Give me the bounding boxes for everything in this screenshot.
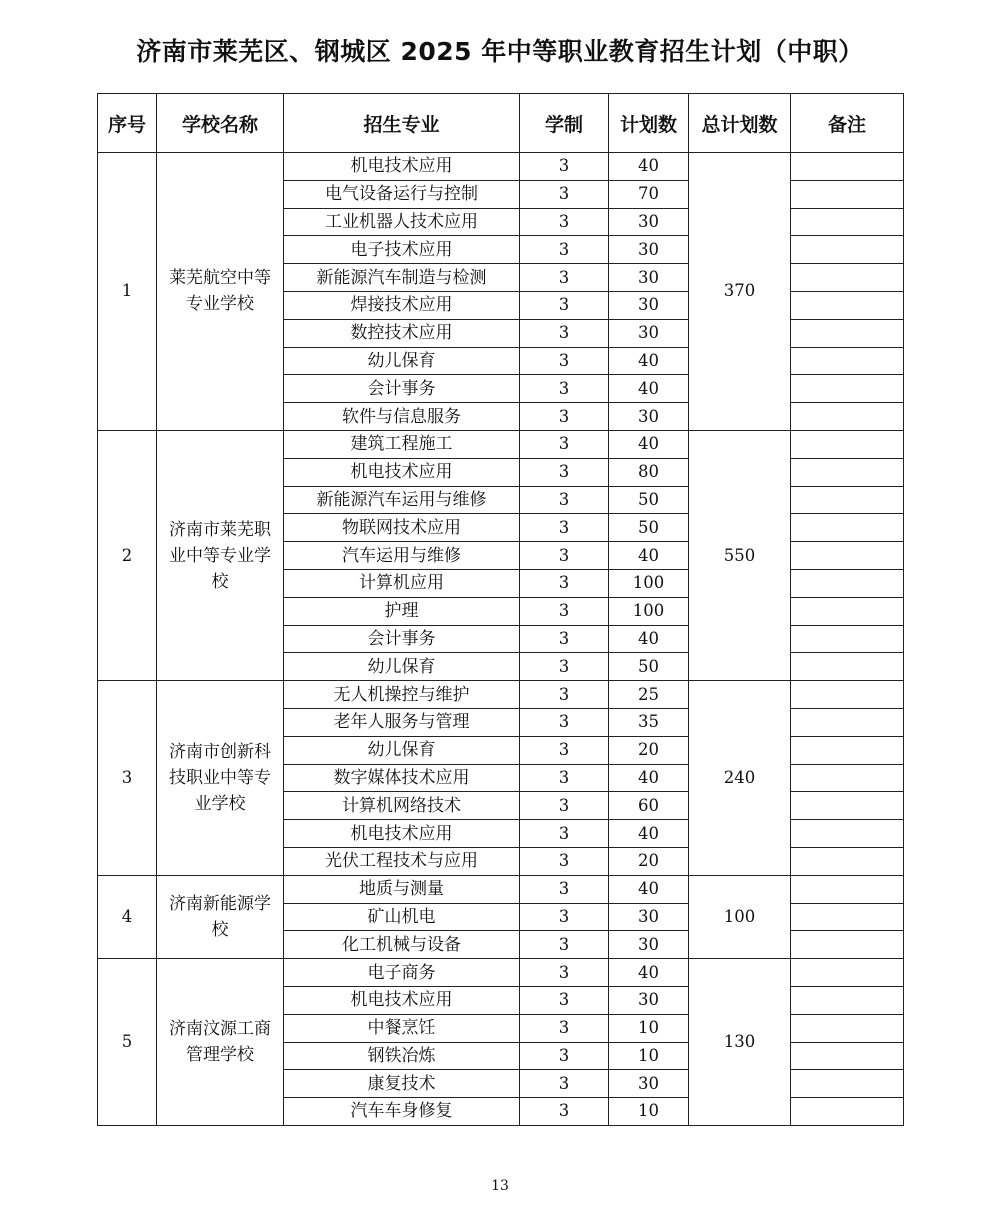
notes-cell — [791, 847, 904, 875]
notes-cell — [791, 875, 904, 903]
notes-cell — [791, 764, 904, 792]
plan-count-cell: 40 — [609, 875, 689, 903]
years-cell: 3 — [520, 347, 609, 375]
plan-count-cell: 40 — [609, 542, 689, 570]
major-cell: 软件与信息服务 — [284, 403, 520, 431]
plan-count-cell: 30 — [609, 403, 689, 431]
years-cell: 3 — [520, 180, 609, 208]
years-cell: 3 — [520, 708, 609, 736]
notes-cell — [791, 291, 904, 319]
notes-cell — [791, 708, 904, 736]
plan-count-cell: 50 — [609, 514, 689, 542]
major-cell: 计算机应用 — [284, 569, 520, 597]
years-cell: 3 — [520, 1070, 609, 1098]
header-total: 总计划数 — [689, 94, 791, 153]
plan-count-cell: 70 — [609, 180, 689, 208]
major-cell: 幼儿保育 — [284, 736, 520, 764]
notes-cell — [791, 514, 904, 542]
plan-count-cell: 40 — [609, 625, 689, 653]
years-cell: 3 — [520, 597, 609, 625]
years-cell: 3 — [520, 959, 609, 987]
major-cell: 护理 — [284, 597, 520, 625]
notes-cell — [791, 959, 904, 987]
major-cell: 化工机械与设备 — [284, 931, 520, 959]
header-school: 学校名称 — [157, 94, 284, 153]
notes-cell — [791, 569, 904, 597]
major-cell: 汽车车身修复 — [284, 1098, 520, 1126]
notes-cell — [791, 1098, 904, 1126]
plan-count-cell: 40 — [609, 959, 689, 987]
plan-count-cell: 30 — [609, 903, 689, 931]
plan-count-cell: 30 — [609, 236, 689, 264]
years-cell: 3 — [520, 820, 609, 848]
page-title: 济南市莱芜区、钢城区 2025 年中等职业教育招生计划（中职） — [136, 37, 864, 66]
major-cell: 数控技术应用 — [284, 319, 520, 347]
years-cell: 3 — [520, 569, 609, 597]
plan-count-cell: 35 — [609, 708, 689, 736]
notes-cell — [791, 681, 904, 709]
major-cell: 康复技术 — [284, 1070, 520, 1098]
table-row — [98, 681, 904, 709]
school-name-cell: 济南汶源工商管理学校 — [157, 959, 284, 1126]
years-cell: 3 — [520, 264, 609, 292]
notes-cell — [791, 820, 904, 848]
years-cell: 3 — [520, 514, 609, 542]
major-cell: 机电技术应用 — [284, 153, 520, 181]
notes-cell — [791, 792, 904, 820]
notes-cell — [791, 1070, 904, 1098]
header-plan: 计划数 — [609, 94, 689, 153]
major-cell: 会计事务 — [284, 375, 520, 403]
serial-number-cell: 1 — [98, 153, 157, 431]
major-cell: 地质与测量 — [284, 875, 520, 903]
notes-cell — [791, 264, 904, 292]
major-cell: 无人机操控与维护 — [284, 681, 520, 709]
notes-cell — [791, 208, 904, 236]
header-years: 学制 — [520, 94, 609, 153]
major-cell: 机电技术应用 — [284, 458, 520, 486]
notes-cell — [791, 597, 904, 625]
school-name-cell: 济南市创新科技职业中等专业学校 — [157, 681, 284, 876]
notes-cell — [791, 458, 904, 486]
notes-cell — [791, 986, 904, 1014]
plan-count-cell: 10 — [609, 1014, 689, 1042]
school-name-cell: 莱芜航空中等专业学校 — [157, 153, 284, 431]
major-cell: 电子技术应用 — [284, 236, 520, 264]
major-cell: 数字媒体技术应用 — [284, 764, 520, 792]
plan-count-cell: 40 — [609, 375, 689, 403]
header-notes: 备注 — [791, 94, 904, 153]
plan-count-cell: 10 — [609, 1042, 689, 1070]
years-cell: 3 — [520, 847, 609, 875]
major-cell: 会计事务 — [284, 625, 520, 653]
notes-cell — [791, 153, 904, 181]
major-cell: 机电技术应用 — [284, 820, 520, 848]
notes-cell — [791, 1042, 904, 1070]
notes-cell — [791, 319, 904, 347]
table-row — [98, 430, 904, 458]
plan-count-cell: 25 — [609, 681, 689, 709]
years-cell: 3 — [520, 1042, 609, 1070]
total-plan-cell: 240 — [689, 681, 791, 876]
major-cell: 矿山机电 — [284, 903, 520, 931]
major-cell: 计算机网络技术 — [284, 792, 520, 820]
serial-number-cell: 5 — [98, 959, 157, 1126]
years-cell: 3 — [520, 208, 609, 236]
plan-count-cell: 40 — [609, 430, 689, 458]
notes-cell — [791, 931, 904, 959]
plan-count-cell: 30 — [609, 931, 689, 959]
enrollment-plan-table — [97, 93, 904, 1126]
major-cell: 钢铁冶炼 — [284, 1042, 520, 1070]
years-cell: 3 — [520, 736, 609, 764]
years-cell: 3 — [520, 792, 609, 820]
major-cell: 汽车运用与维修 — [284, 542, 520, 570]
plan-count-cell: 40 — [609, 764, 689, 792]
years-cell: 3 — [520, 986, 609, 1014]
years-cell: 3 — [520, 236, 609, 264]
notes-cell — [791, 180, 904, 208]
plan-count-cell: 40 — [609, 347, 689, 375]
table-row — [98, 153, 904, 181]
major-cell: 机电技术应用 — [284, 986, 520, 1014]
major-cell: 老年人服务与管理 — [284, 708, 520, 736]
major-cell: 电气设备运行与控制 — [284, 180, 520, 208]
total-plan-cell: 130 — [689, 959, 791, 1126]
major-cell: 建筑工程施工 — [284, 430, 520, 458]
plan-count-cell: 100 — [609, 597, 689, 625]
years-cell: 3 — [520, 458, 609, 486]
years-cell: 3 — [520, 903, 609, 931]
years-cell: 3 — [520, 430, 609, 458]
major-cell: 幼儿保育 — [284, 347, 520, 375]
major-cell: 光伏工程技术与应用 — [284, 847, 520, 875]
plan-count-cell: 30 — [609, 208, 689, 236]
school-name-cell: 济南新能源学校 — [157, 875, 284, 958]
plan-count-cell: 80 — [609, 458, 689, 486]
plan-count-cell: 30 — [609, 319, 689, 347]
table-body — [98, 153, 904, 1126]
notes-cell — [791, 375, 904, 403]
plan-count-cell: 20 — [609, 847, 689, 875]
years-cell: 3 — [520, 153, 609, 181]
notes-cell — [791, 347, 904, 375]
major-cell: 电子商务 — [284, 959, 520, 987]
years-cell: 3 — [520, 486, 609, 514]
total-plan-cell: 100 — [689, 875, 791, 958]
notes-cell — [791, 903, 904, 931]
years-cell: 3 — [520, 653, 609, 681]
major-cell: 工业机器人技术应用 — [284, 208, 520, 236]
notes-cell — [791, 403, 904, 431]
notes-cell — [791, 430, 904, 458]
years-cell: 3 — [520, 1014, 609, 1042]
plan-count-cell: 40 — [609, 153, 689, 181]
plan-count-cell: 30 — [609, 264, 689, 292]
serial-number-cell: 3 — [98, 681, 157, 876]
plan-count-cell: 30 — [609, 986, 689, 1014]
major-cell: 物联网技术应用 — [284, 514, 520, 542]
plan-count-cell: 50 — [609, 486, 689, 514]
header-no: 序号 — [98, 94, 157, 153]
major-cell: 新能源汽车运用与维修 — [284, 486, 520, 514]
notes-cell — [791, 736, 904, 764]
notes-cell — [791, 542, 904, 570]
years-cell: 3 — [520, 542, 609, 570]
plan-count-cell: 40 — [609, 820, 689, 848]
years-cell: 3 — [520, 1098, 609, 1126]
school-name-cell: 济南市莱芜职业中等专业学校 — [157, 430, 284, 680]
notes-cell — [791, 486, 904, 514]
major-cell: 幼儿保育 — [284, 653, 520, 681]
notes-cell — [791, 1014, 904, 1042]
plan-count-cell: 20 — [609, 736, 689, 764]
serial-number-cell: 4 — [98, 875, 157, 958]
total-plan-cell: 550 — [689, 430, 791, 680]
plan-count-cell: 60 — [609, 792, 689, 820]
years-cell: 3 — [520, 291, 609, 319]
notes-cell — [791, 236, 904, 264]
header-major: 招生专业 — [284, 94, 520, 153]
plan-count-cell: 50 — [609, 653, 689, 681]
notes-cell — [791, 653, 904, 681]
years-cell: 3 — [520, 319, 609, 347]
years-cell: 3 — [520, 681, 609, 709]
years-cell: 3 — [520, 625, 609, 653]
years-cell: 3 — [520, 403, 609, 431]
table-row — [98, 875, 904, 903]
total-plan-cell: 370 — [689, 153, 791, 431]
plan-count-cell: 30 — [609, 1070, 689, 1098]
years-cell: 3 — [520, 764, 609, 792]
plan-count-cell: 10 — [609, 1098, 689, 1126]
table-header-row — [98, 94, 904, 153]
serial-number-cell: 2 — [98, 430, 157, 680]
plan-count-cell: 100 — [609, 569, 689, 597]
years-cell: 3 — [520, 931, 609, 959]
years-cell: 3 — [520, 875, 609, 903]
years-cell: 3 — [520, 375, 609, 403]
table-row — [98, 959, 904, 987]
major-cell: 新能源汽车制造与检测 — [284, 264, 520, 292]
major-cell: 中餐烹饪 — [284, 1014, 520, 1042]
major-cell: 焊接技术应用 — [284, 291, 520, 319]
page-number: 13 — [491, 1178, 509, 1194]
notes-cell — [791, 625, 904, 653]
plan-count-cell: 30 — [609, 291, 689, 319]
